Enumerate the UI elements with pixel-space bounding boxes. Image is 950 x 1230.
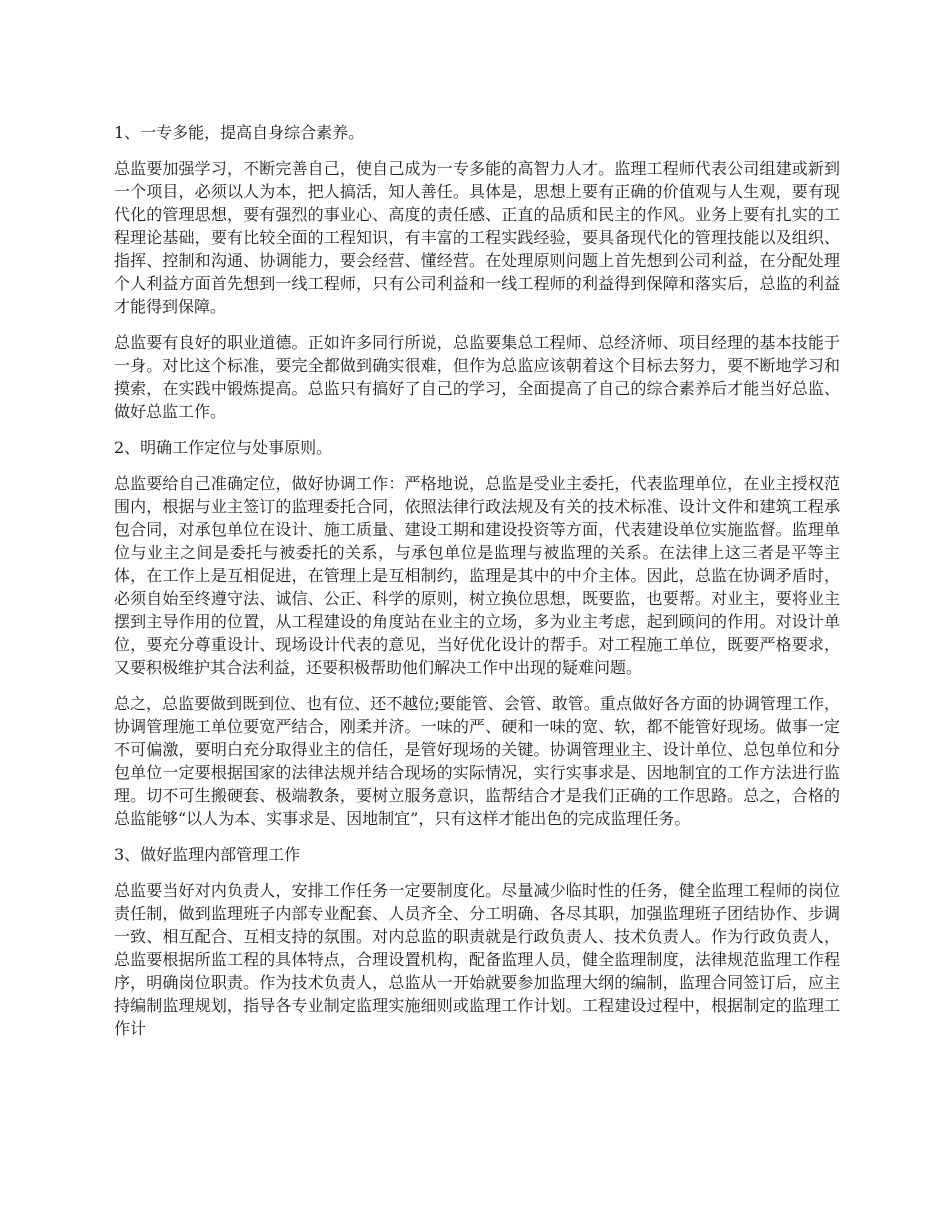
paragraph: 总监要有良好的职业道德。正如许多同行所说，总监要集总工程师、总经济师、项目经理的基本技能于一身。对比这个标准，要完全都做到确实很难，但作为总监应该朝着这个目标去努力，要不断地学习和摸索，在实践中锻炼提高。总监只有搞好了自己的学习，全面提高了自己的综合素养后才能当好总监、做好总监工作。: [114, 333, 840, 421]
section-heading: 1、一专多能，提高自身综合素养。: [114, 123, 365, 142]
section-1: [114, 121, 840, 423]
paragraph: 总监要当好对内负责人，安排工作任务一定要制度化。尽量减少临时性的任务，健全监理工程师的岗位责任制，做到监理班子内部专业配套、人员齐全、分工明确、各尽其职，加强监理班子团结协作、步调一致、相互配合、互相支持的氛围。对内总监的职责就是行政负责人、技术负责人。作为行政负责人，总监要根据所监工程的具体特点，合理设置机构，配备监理人员，健全监理制度，法律规范监理工作程序，明确岗位职责。作为技术负责人，总监从一开始就要参加监理大纲的编制，监理合同签订后，应主持编制监理规划，指导各专业制定监理实施细则或监理工作计划。工程建设过程中，根据制定的监理工作计: [114, 881, 840, 1038]
section-heading: 2、明确工作定位与处事原则。: [114, 438, 333, 457]
section-2: [114, 436, 840, 830]
section-3: [114, 843, 840, 1040]
document-body: [114, 121, 840, 1053]
section-heading: 3、做好监理内部管理工作: [114, 845, 301, 864]
paragraph: 总监要给自己准确定位，做好协调工作：严格地说，总监是受业主委托，代表监理单位，在业主授权范围内，根据与业主签订的监理委托合同，依照法律行政法规及有关的技术标准、设计文件和建筑工程承包合同，对承包单位在设计、施工质量、建设工期和建设投资等方面，代表建设单位实施监督。监理单位与业主之间是委托与被委托的关系，与承包单位是监理与被监理的关系。在法律上这三者是平等主体，在工作上是互相促进，在管理上是互相制约，监理是其中的中介主体。因此，总监在协调矛盾时，必须自始至终遵守法、诚信、公正、科学的原则，树立换位思想，既要监，也要帮。对业主，要将业主摆到主导作用的位置，从工程建设的角度站在业主的立场，多为业主考虑，起到顾问的作用。对设计单位，要充分尊重设计、现场设计代表的意见，当好优化设计的帮手。对工程施工单位，既要严格要求，又要积极维护其合法利益，还要积极帮助他们解决工作中出现的疑难问题。: [114, 474, 840, 677]
paragraph: 总监要加强学习，不断完善自己，使自己成为一专多能的高智力人才。监理工程师代表公司组建或新到一个项目，必须以人为本，把人搞活，知人善任。具体是，思想上要有正确的价值观与人生观，要有现代化的管理思想，要有强烈的事业心、高度的责任感、正直的品质和民主的作风。业务上要有扎实的工程理论基础，要有比较全面的工程知识，有丰富的工程实践经验，要具备现代化的管理技能以及组织、指挥、控制和沟通、协调能力，要会经营、懂经营。在处理原则问题上首先想到公司利益，在分配处理个人利益方面首先想到一线工程师，只有公司利益和一线工程师的利益得到保障和落实后，总监的利益才能得到保障。: [114, 159, 840, 316]
paragraph: 总之，总监要做到既到位、也有位、还不越位;要能管、会管、敢管。重点做好各方面的协调管理工作，协调管理施工单位要宽严结合，刚柔并济。一味的严、硬和一味的宽、软，都不能管好现场。做事一定不可偏激，要明白充分取得业主的信任，是管好现场的关键。协调管理业主、设计单位、总包单位和分包单位一定要根据国家的法律法规并结合现场的实际情况，实行实事求是、因地制宜的工作方法进行监理。切不可生搬硬套、极端教条，要树立服务意识，监帮结合才是我们正确的工作思路。总之，合格的总监能够“以人为本、实事求是、因地制宜”，只有这样才能出色的完成监理任务。: [114, 694, 840, 828]
